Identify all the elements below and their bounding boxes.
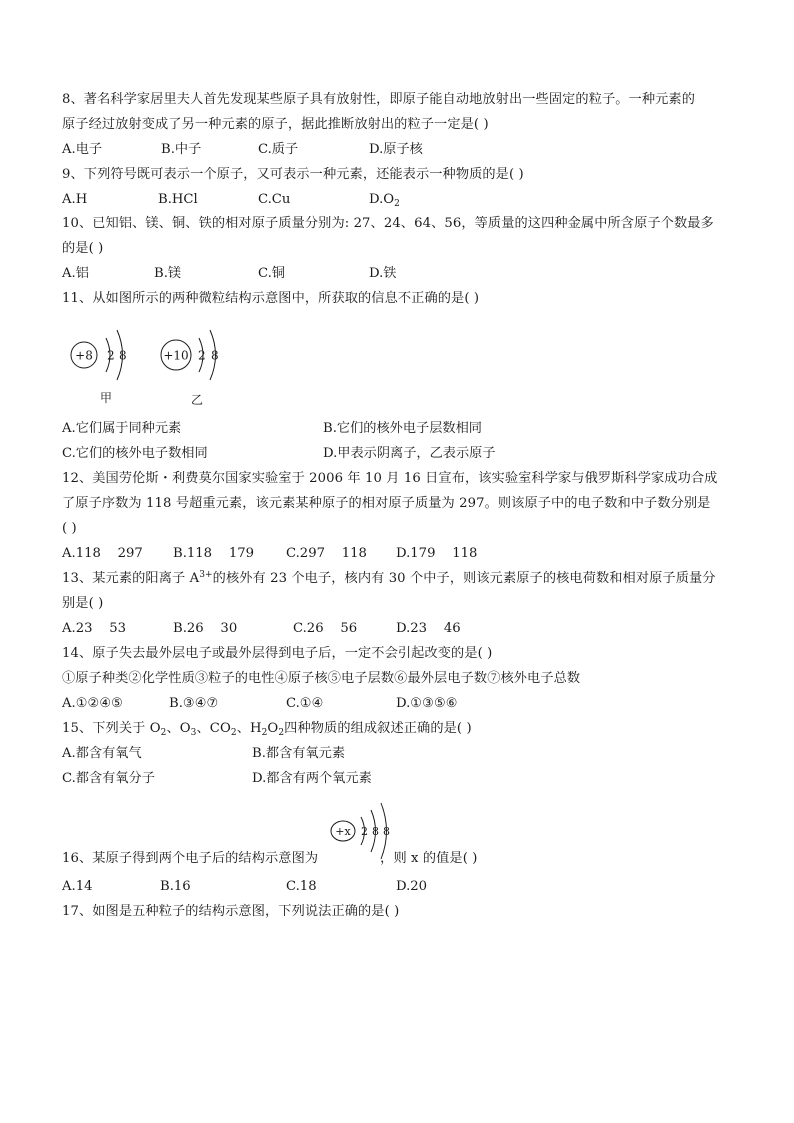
q14-items: ①原子种类②化学性质③粒子的电性④原子核⑤电子层数⑥最外层电子数⑦核外电子总数 bbox=[62, 671, 581, 686]
q14-option-c[interactable]: C.①④ bbox=[286, 696, 324, 711]
q16-option-a[interactable]: A.14 bbox=[62, 879, 93, 894]
q11-diagram bbox=[62, 318, 242, 410]
q8-option-b[interactable]: B.中子 bbox=[161, 142, 202, 157]
q13-option-a[interactable]: A.23 53 bbox=[62, 621, 127, 636]
q11-option-c[interactable]: C.它们的核外电子数相同 bbox=[62, 446, 208, 461]
q16-option-d[interactable]: D.20 bbox=[396, 879, 428, 894]
q15-option-d[interactable]: D.都含有两个氧元素 bbox=[252, 771, 372, 786]
q13-options bbox=[62, 620, 762, 638]
q16-stem-pre: 16、某原子得到两个电子后的结构示意图为 bbox=[62, 851, 319, 866]
q16-stem-post: ，则 x 的值是( ) bbox=[380, 851, 478, 866]
q14-stem: 14、原子失去最外层电子或最外层得到电子后，一定不会引起改变的是( ) bbox=[62, 646, 493, 661]
q10-option-a[interactable]: A.铝 bbox=[62, 266, 89, 281]
q16-stem bbox=[62, 850, 478, 868]
q14-options bbox=[62, 695, 762, 713]
q9-options bbox=[62, 191, 762, 209]
q9-option-d[interactable]: $D.O_2$ bbox=[369, 192, 400, 209]
q8-option-c[interactable]: C.质子 bbox=[258, 142, 299, 157]
q8-option-d[interactable]: D.原子核 bbox=[369, 142, 423, 157]
q16-nucleus-charge: +x bbox=[335, 825, 351, 838]
q16-shell-1-count: 2 bbox=[361, 825, 368, 838]
q11-options-row1 bbox=[62, 420, 762, 438]
q10-option-c[interactable]: C.铜 bbox=[258, 266, 285, 281]
q15-options-row1 bbox=[62, 745, 762, 763]
q14-option-d[interactable]: D.①③⑤⑥ bbox=[396, 696, 458, 711]
q16-options bbox=[62, 878, 762, 896]
q9-option-a[interactable]: A.H bbox=[62, 192, 88, 207]
q16-option-c[interactable]: C.18 bbox=[286, 879, 317, 894]
q16-shell-3-count: 8 bbox=[383, 825, 390, 838]
q13-stem-line1: 13、某元素的阳离子 $A^{3+}$的核外有 23 个电子，核内有 30 个中子，则该元素原子的核电荷数和相对原子质量分 bbox=[62, 570, 716, 586]
q13-option-b[interactable]: B.26 30 bbox=[173, 621, 238, 636]
jia-shell-1-count: 2 bbox=[107, 348, 115, 363]
q8-stem-line1: 8、著名科学家居里夫人首先发现某些原子具有放射性，即原子能自动地放射出一些固定的粒子。一种元素的 bbox=[62, 92, 695, 107]
q10-option-b[interactable]: B.镁 bbox=[154, 266, 182, 281]
q14-option-a[interactable]: A.①②④⑤ bbox=[62, 696, 124, 711]
q13-option-c[interactable]: C.26 56 bbox=[293, 621, 358, 636]
yi-shell-2-count: 8 bbox=[211, 348, 219, 363]
jia-nucleus-charge: +8 bbox=[75, 348, 93, 363]
yi-nucleus-charge: +10 bbox=[163, 348, 189, 363]
q12-stem-line1: 12、美国劳伦斯・利费莫尔国家实验室于 2006 年 10 月 16 日宣布，该实验室科学家与俄罗斯科学家成功合成 bbox=[62, 471, 718, 486]
q15-options-row2 bbox=[62, 770, 762, 788]
q13-option-d[interactable]: D.23 46 bbox=[396, 621, 461, 636]
q13-stem-line2: 别是( ) bbox=[62, 596, 104, 611]
q11-option-b[interactable]: B.它们的核外电子层数相同 bbox=[323, 421, 482, 436]
q11-option-d[interactable]: D.甲表示阴离子，乙表示原子 bbox=[323, 446, 496, 461]
q10-stem-line2: 的是( ) bbox=[62, 241, 104, 256]
q10-option-d[interactable]: D.铁 bbox=[369, 266, 397, 281]
q12-option-a[interactable]: A.118 297 bbox=[62, 546, 143, 561]
q15-stem: 15、下列关于 $O_2$、$O_3$、$CO_2$、$H_2O_2$四种物质的组成叙述正确的是( ) bbox=[62, 721, 472, 738]
yi-atom-structure bbox=[161, 330, 219, 407]
q11-options-row2 bbox=[62, 445, 762, 463]
q12-stem-line2: 了原子序数为 118 号超重元素，该元素某种原子的相对原子质量为 297。则该原子中的电子数和中子数分别是 bbox=[62, 496, 711, 511]
q11-option-a[interactable]: A.它们属于同种元素 bbox=[62, 421, 182, 436]
q14-option-b[interactable]: B.③④⑦ bbox=[169, 696, 219, 711]
q16-shell-2-count: 8 bbox=[372, 825, 379, 838]
q8-option-a[interactable]: A.电子 bbox=[62, 142, 103, 157]
q15-option-c[interactable]: C.都含有氧分子 bbox=[62, 771, 155, 786]
q17-stem: 17、如图是五种粒子的结构示意图，下列说法正确的是( ) bbox=[62, 904, 400, 919]
q12-stem-line3: ( ) bbox=[62, 521, 77, 536]
q15-option-a[interactable]: A.都含有氧气 bbox=[62, 746, 142, 761]
q10-options bbox=[62, 265, 762, 283]
jia-label: 甲 bbox=[100, 391, 113, 405]
q12-options bbox=[62, 545, 762, 563]
q12-option-d[interactable]: D.179 118 bbox=[396, 546, 478, 561]
q8-stem-line2: 原子经过放射变成了另一种元素的原子，据此推断放射出的粒子一定是( ) bbox=[62, 117, 489, 132]
q11-stem: 11、从如图所示的两种微粒结构示意图中，所获取的信息不正确的是( ) bbox=[62, 291, 480, 306]
q12-option-b[interactable]: B.118 179 bbox=[173, 546, 254, 561]
q8-options bbox=[62, 141, 762, 159]
q9-option-b[interactable]: B.HCl bbox=[158, 192, 198, 207]
q12-option-c[interactable]: C.297 118 bbox=[286, 546, 367, 561]
q16-option-b[interactable]: B.16 bbox=[160, 879, 191, 894]
jia-shell-2-count: 8 bbox=[119, 348, 127, 363]
yi-label: 乙 bbox=[191, 393, 204, 407]
q9-stem: 9、下列符号既可表示一个原子，又可表示一种元素，还能表示一种物质的是( ) bbox=[62, 167, 524, 182]
q9-option-c[interactable]: C.Cu bbox=[258, 192, 291, 207]
jia-atom-structure bbox=[71, 330, 127, 405]
yi-shell-1-count: 2 bbox=[198, 348, 206, 363]
q10-stem-line1: 10、已知铝、镁、铜、铁的相对原子质量分别为: 27、24、64、56，等质量的这四种金属中所含原子个数最多 bbox=[62, 216, 714, 231]
q15-option-b[interactable]: B.都含有氧元素 bbox=[252, 746, 346, 761]
q16-diagram bbox=[328, 798, 400, 864]
